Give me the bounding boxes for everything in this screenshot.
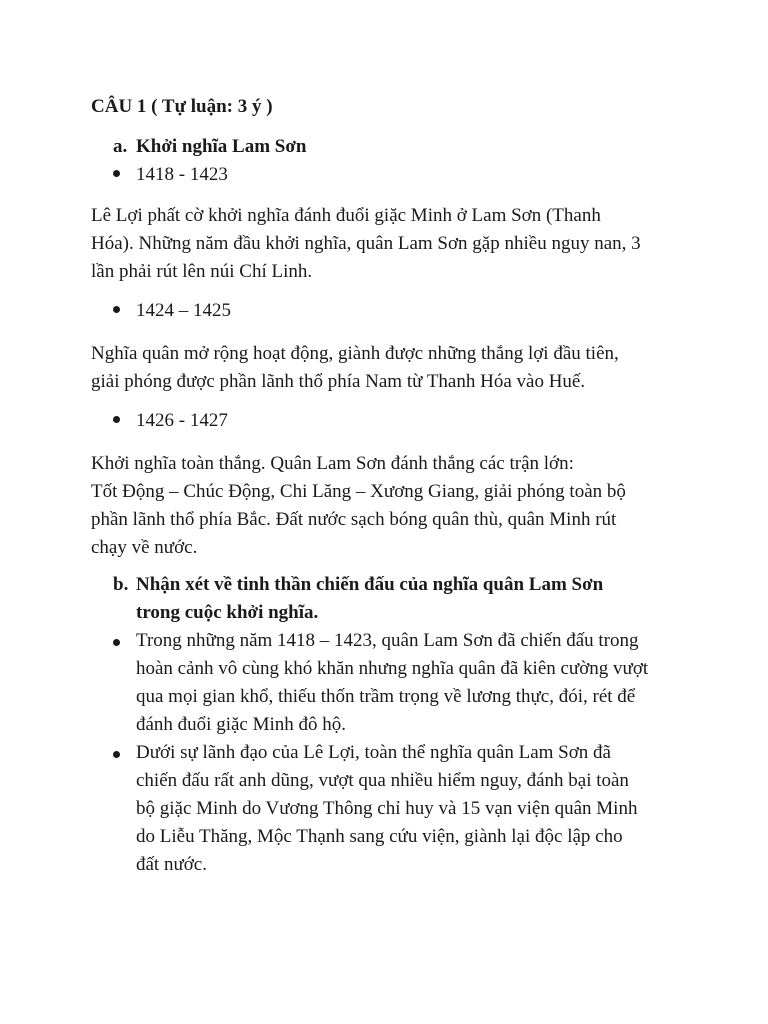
period-1-bullet: [113, 161, 228, 189]
period-3-bullet: [113, 407, 228, 435]
text-line: Tốt Động – Chúc Động, Chi Lăng – Xương Giang, giải phóng toàn bộ: [91, 481, 626, 502]
text-line: Dưới sự lãnh đạo của Lê Lợi, toàn thể nghĩa quân Lam Sơn đã: [136, 742, 611, 763]
bullet-body: [136, 627, 693, 739]
section-a-heading: [113, 133, 306, 161]
question-title: CÂU 1 ( Tự luận: 3 ý ): [91, 96, 273, 117]
text-line: do Liễu Thăng, Mộc Thạnh sang cứu viện, giành lại độc lập cho: [136, 826, 623, 847]
bullet-icon: [113, 170, 120, 177]
bullet-icon: [113, 751, 120, 758]
period-2-description: [91, 340, 671, 396]
text-line: chạy về nước.: [91, 537, 198, 558]
text-line: phần lãnh thổ phía Bắc. Đất nước sạch bóng quân thù, quân Minh rút: [91, 509, 617, 530]
text-line: chiến đấu rất anh dũng, vượt qua nhiều hiểm nguy, đánh bại toàn: [136, 770, 629, 791]
text-line: Lê Lợi phất cờ khởi nghĩa đánh đuổi giặc Minh ở Lam Sơn (Thanh: [91, 205, 601, 226]
period-1-description: [91, 202, 671, 286]
period-3-description: [91, 450, 671, 562]
bullet-icon: [113, 416, 120, 423]
text-line: bộ giặc Minh do Vương Thông chỉ huy và 15 vạn viện quân Minh: [136, 798, 638, 819]
section-b-heading: [113, 571, 673, 627]
text-line: Trong những năm 1418 – 1423, quân Lam Sơn đã chiến đấu trong: [136, 630, 639, 651]
text-line: Hóa). Những năm đầu khởi nghĩa, quân Lam Sơn gặp nhiều nguy nan, 3: [91, 233, 641, 254]
period-2-years: 1424 – 1425: [136, 300, 231, 321]
section-a-heading-text: Khởi nghĩa Lam Sơn: [136, 136, 307, 157]
text-line: đất nước.: [136, 854, 207, 875]
text-line: đánh đuổi giặc Minh đô hộ.: [136, 714, 347, 735]
text-line: Nghĩa quân mở rộng hoạt động, giành được những thắng lợi đầu tiên,: [91, 343, 619, 364]
text-line: qua mọi gian khổ, thiếu thốn trầm trọng về lương thực, đói, rét để: [136, 686, 636, 707]
section-b-heading-text: [136, 571, 673, 627]
period-2-bullet: [113, 297, 231, 325]
period-1-years: 1418 - 1423: [136, 164, 228, 185]
text-line: giải phóng được phần lãnh thổ phía Nam từ Thanh Hóa vào Huế.: [91, 371, 586, 392]
text-line: Khởi nghĩa toàn thắng. Quân Lam Sơn đánh thắng các trận lớn:: [91, 453, 574, 474]
bullet-icon: [113, 306, 120, 313]
heading-line: trong cuộc khởi nghĩa.: [136, 602, 319, 623]
section-a-marker: a.: [113, 136, 128, 157]
section-b-bullet-2: [113, 739, 693, 879]
period-3-years: 1426 - 1427: [136, 410, 228, 431]
section-b-marker: b.: [113, 574, 129, 595]
bullet-body: [136, 739, 693, 879]
text-line: lần phải rút lên núi Chí Linh.: [91, 261, 313, 282]
heading-line: Nhận xét về tinh thần chiến đấu của nghĩa quân Lam Sơn: [136, 574, 604, 595]
section-b-bullet-1: [113, 627, 693, 739]
bullet-icon: [113, 639, 120, 646]
text-line: hoàn cảnh vô cùng khó khăn nhưng nghĩa quân đã kiên cường vượt: [136, 658, 649, 679]
